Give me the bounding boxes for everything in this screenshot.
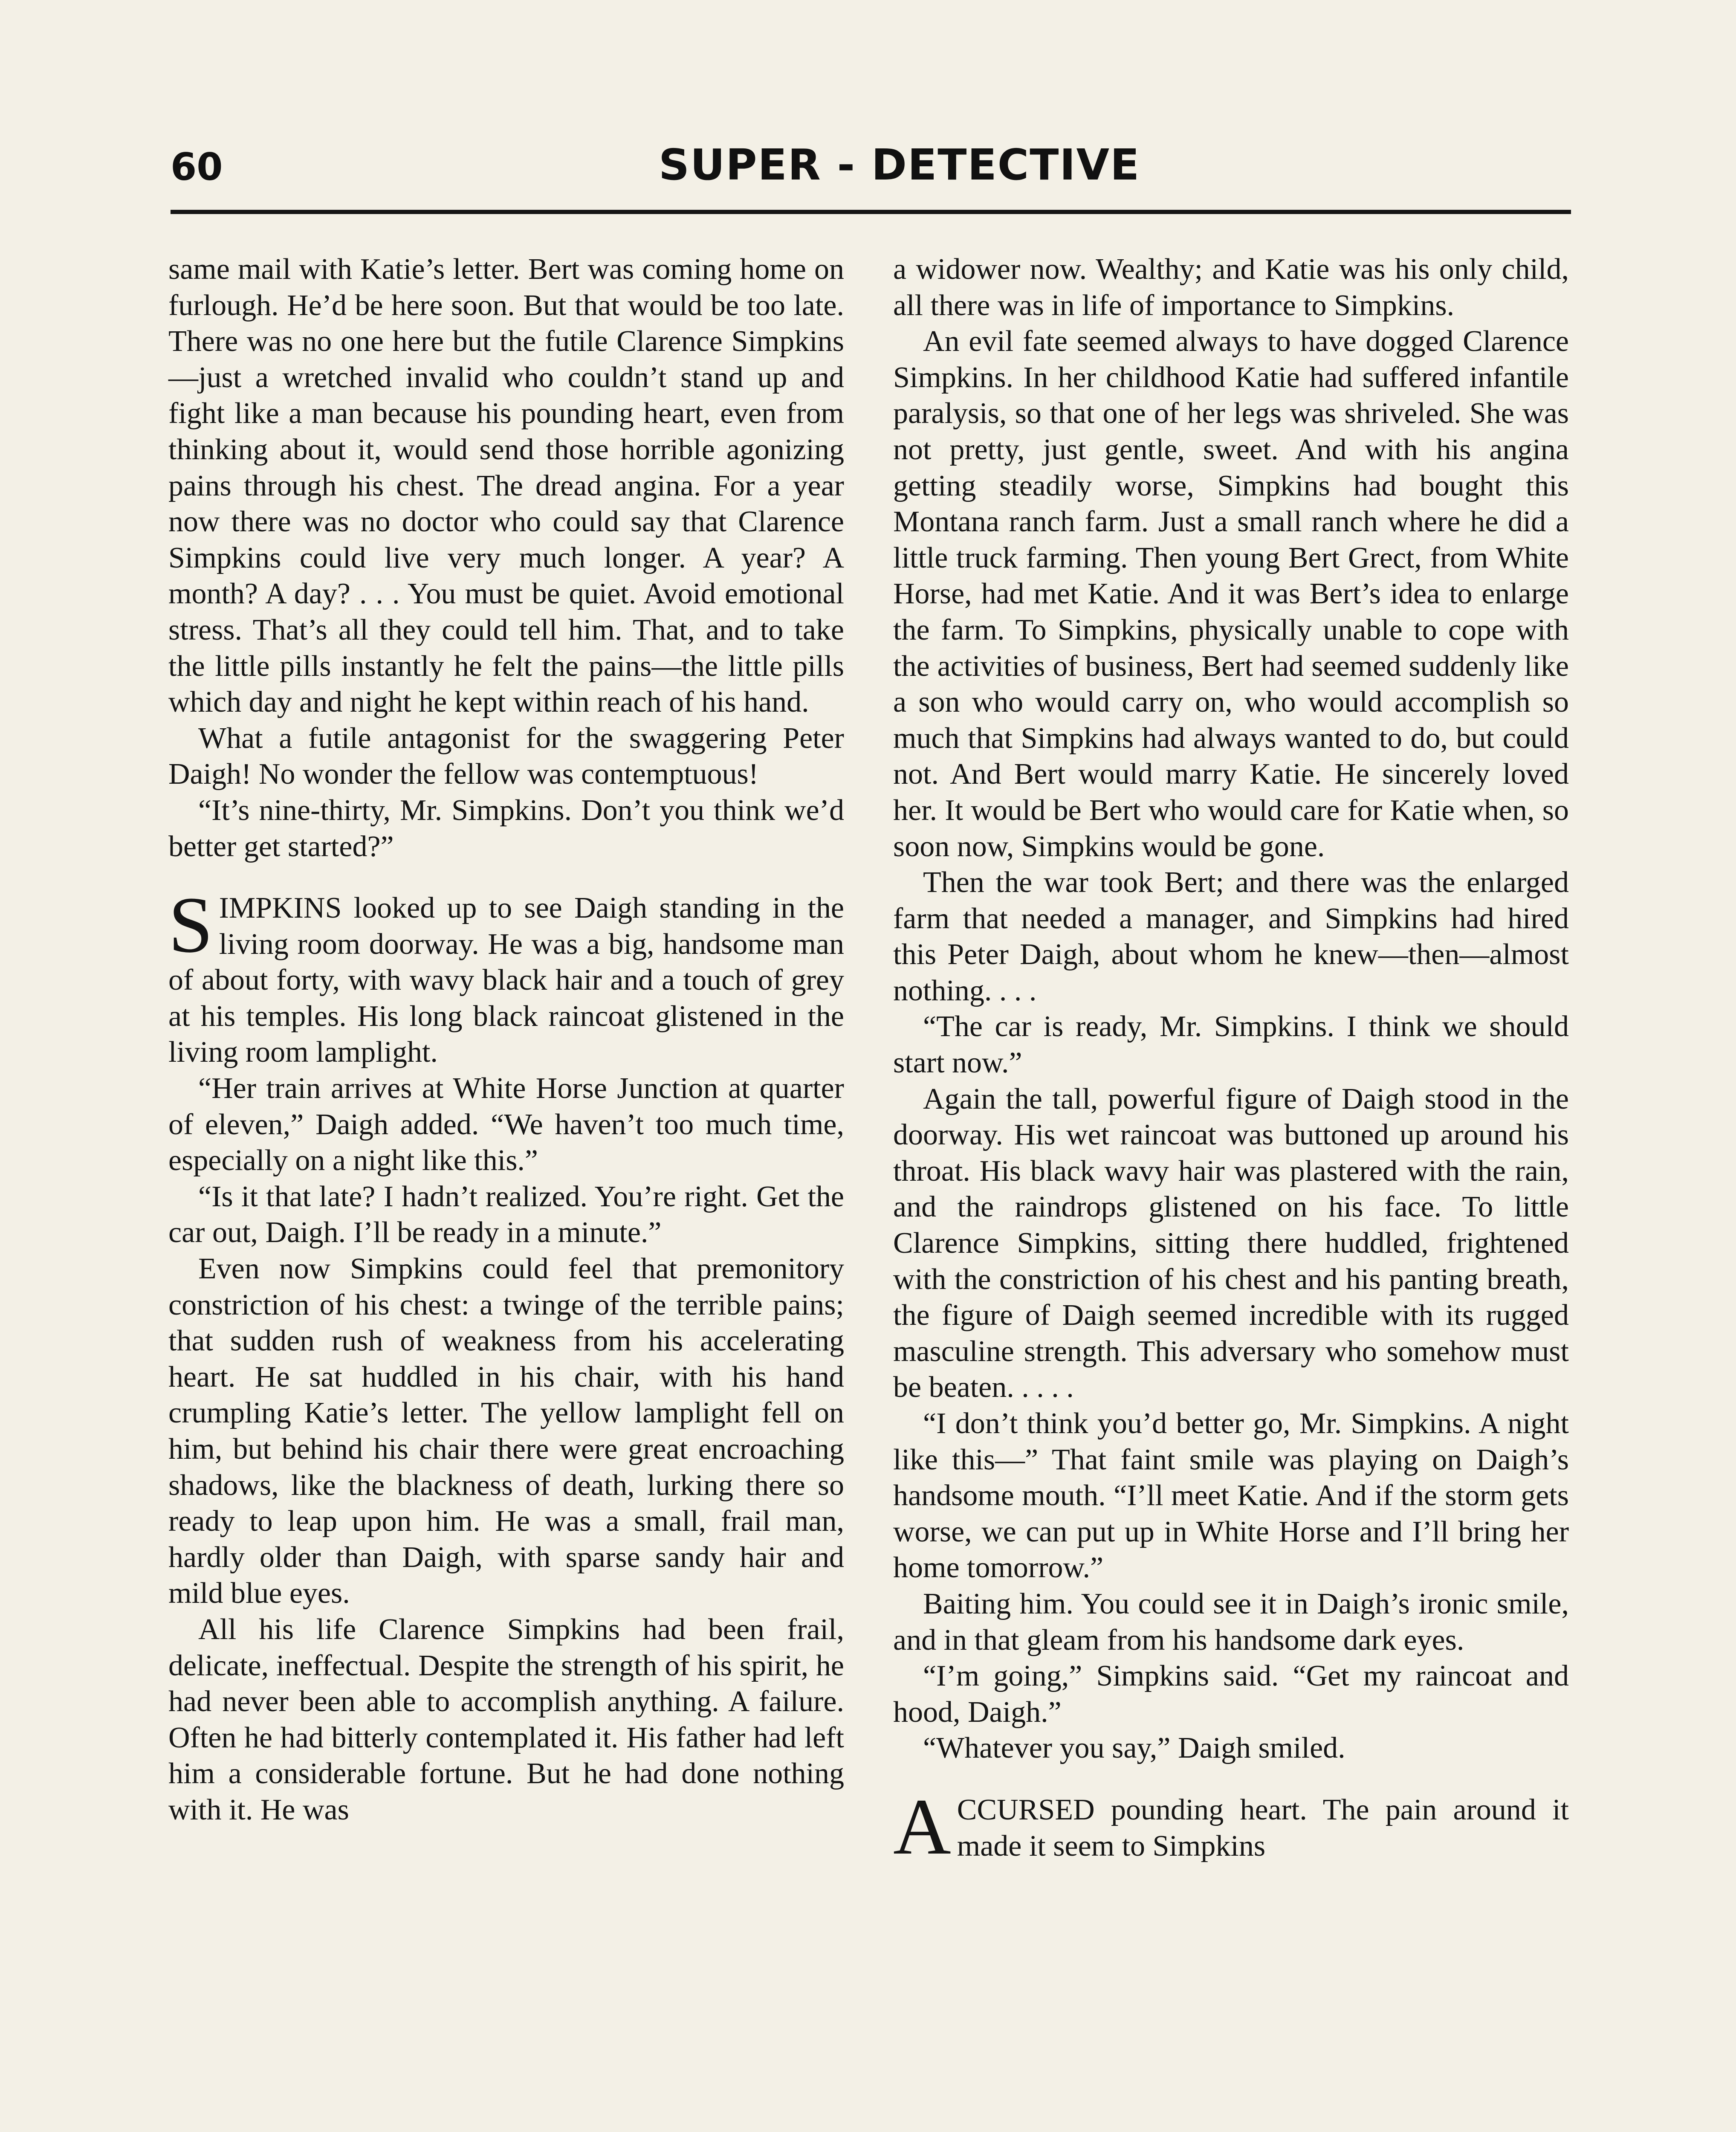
paragraph: Even now Simpkins could feel that premonitory constriction of his chest: a twinge of the terrible pains; that sudden rush of weakness from his accelerating heart. He sat huddled in his chair, with his hand crumpling Katie’s letter. The yellow lamplight fell on him, but behind his chair there were great encroaching shadows, like the blackness of death, lurking there so ready to leap upon him. He was a small, frail man, hardly older than Daigh, with sparse sandy hair and mild blue eyes.: [168, 1252, 844, 1610]
header-rule: [171, 210, 1571, 214]
paragraph: Baiting him. You could see it in Daigh’s ironic smile, and in that gleam from his handsome dark eyes.: [893, 1587, 1569, 1657]
drop-cap: S: [168, 880, 213, 970]
magazine-title: SUPER - DETECTIVE: [659, 140, 1140, 190]
paragraph: Again the tall, powerful figure of Daigh stood in the doorway. His wet raincoat was buttoned up around his throat. His black wavy hair was plastered with the rain, and the raindrops glistened on his face. To little Clarence Simpkins, sitting there huddled, frightened with the constriction of his chest and his panting breath, the figure of Daigh seemed incredible with its rugged masculine strength. This adversary who somehow must be beaten. . . . .: [893, 1082, 1569, 1404]
paragraph: same mail with Katie’s letter. Bert was coming home on furlough. He’d be here soon. But that would be too late. There was no one here but the futile Clarence Simpkins—just a wretched invalid who couldn’t stand up and fight like a man because his pounding heart, even from thinking about it, would send those horrible agonizing pains through his chest. The dread angina. For a year now there was no doctor who could say that Clarence Simpkins could live very much longer. A year? A month? A day? . . . You must be quiet. Avoid emotional stress. That’s all they could tell him. That, and to take the little pills instantly he felt the pains—the little pills which day and night he kept within reach of his hand.: [168, 253, 844, 719]
paragraph: “I’m going,” Simpkins said. “Get my raincoat and hood, Daigh.”: [893, 1660, 1569, 1729]
paragraph: “The car is ready, Mr. Simpkins. I think we should start now.”: [893, 1010, 1569, 1080]
paragraph: “It’s nine-thirty, Mr. Simpkins. Don’t you think we’d better get started?”: [168, 794, 844, 863]
paragraph: “I don’t think you’d better go, Mr. Simpkins. A night like this—” That faint smile was playing on Daigh’s handsome mouth. “I’ll meet Katie. And if the storm gets worse, we can put up in White Horse and I’ll bring her home tomorrow.”: [893, 1407, 1569, 1585]
paragraph: “Whatever you say,” Daigh smiled.: [923, 1732, 1345, 1765]
paragraph: Then the war took Bert; and there was the enlarged farm that needed a manager, and Simpkins had hired this Peter Daigh, about whom he knew—then—almost nothing. . . .: [893, 866, 1569, 1007]
right-column: [893, 252, 1569, 1871]
paragraph-text: IMPKINS looked up to see Daigh standing in the living room doorway. He was a big, handsome man of about forty, with wavy black hair and a touch of grey at his temples. His long black raincoat glistened in the living room lamplight.: [168, 892, 844, 1069]
paragraph: “Her train arrives at White Horse Junction at quarter of eleven,” Daigh added. “We haven’t too much time, especially on a night like this.”: [168, 1072, 844, 1177]
page-number: 60: [171, 145, 223, 189]
paragraph: a widower now. Wealthy; and Katie was his only child, all there was in life of importance to Simpkins.: [893, 253, 1569, 322]
drop-cap: A: [893, 1781, 951, 1871]
paragraph-text: CCURSED pounding heart. The pain around it made it seem to Simpkins: [957, 1793, 1569, 1863]
paragraph: “Is it that late? I hadn’t realized. You’re right. Get the car out, Daigh. I’ll be ready in a minute.”: [168, 1180, 844, 1249]
paragraph: All his life Clarence Simpkins had been frail, delicate, ineffectual. Despite the strength of his spirit, he had never been able to accomplish anything. A failure. Often he had bitterly contemplated it. His father had left him a considerable fortune. But he had done nothing with it. He was: [168, 1613, 844, 1826]
section-paragraph: [168, 880, 844, 1071]
section-paragraph: [893, 1781, 1569, 1871]
paragraph: An evil fate seemed always to have dogged Clarence Simpkins. In her childhood Katie had suffered infantile paralysis, so that one of her legs was shriveled. She was not pretty, just gentle, sweet. And with his angina getting steadily worse, Simpkins had bought this Montana ranch farm. Just a small ranch where he did a little truck farming. Then young Bert Grect, from White Horse, had met Katie. And it was Bert’s idea to enlarge the farm. To Simpkins, physically unable to cope with the activities of business, Bert had seemed suddenly like a son who would carry on, who would accomplish so much that Simpkins had always wanted to do, but could not. And Bert would marry Katie. He sincerely loved her. It would be Bert who would care for Katie when, so soon now, Simpkins would be gone.: [893, 325, 1569, 863]
left-column: [168, 252, 844, 1828]
page-header: [171, 136, 1573, 200]
paragraph: What a futile antagonist for the swaggering Peter Daigh! No wonder the fellow was contemptuous!: [168, 721, 844, 791]
